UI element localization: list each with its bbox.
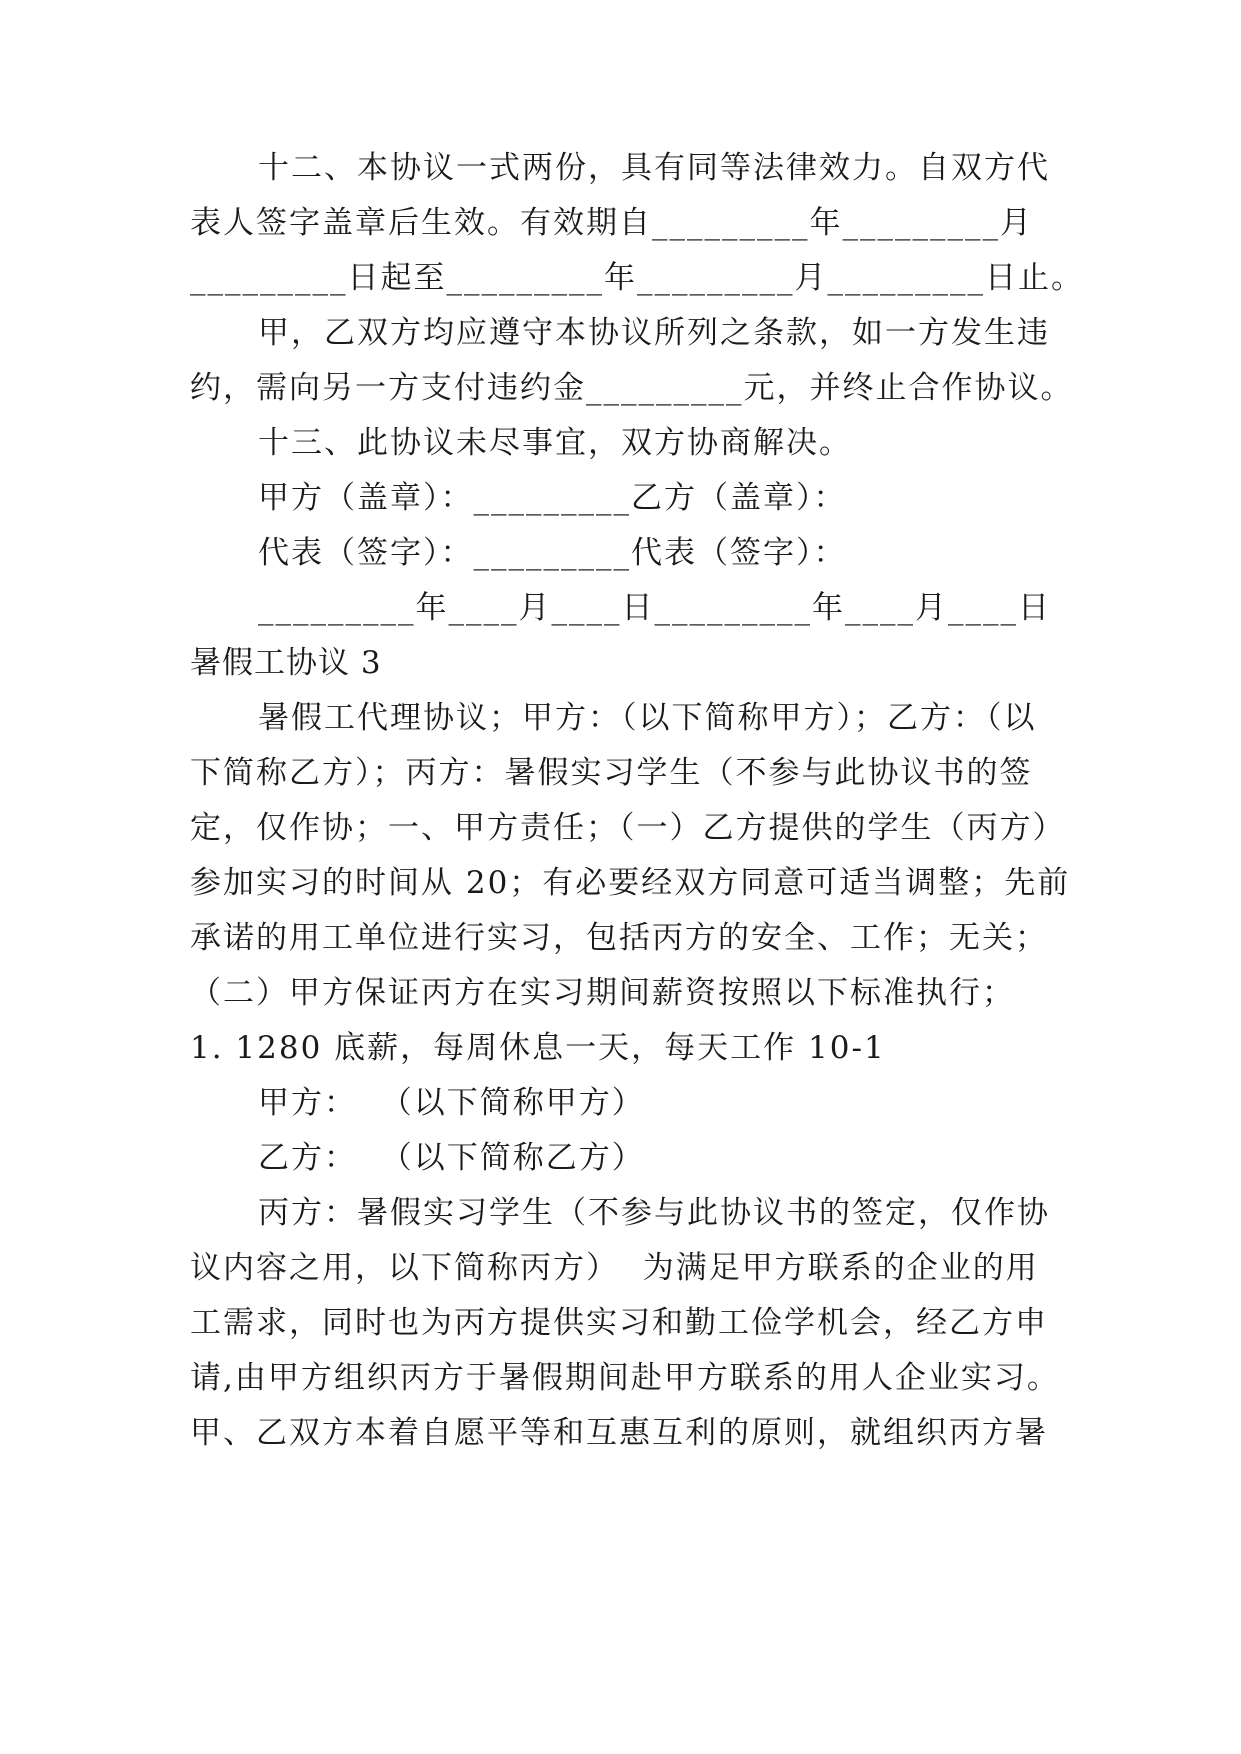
seal-line: 甲方（盖章）：_________乙方（盖章）： bbox=[258, 480, 847, 516]
agency-para-line-5: 承诺的用工单位进行实习，包括丙方的安全、工作；无关； bbox=[190, 920, 1048, 956]
party-c-line-5: 甲、乙双方本着自愿平等和互惠互利的原则，就组织丙方暑 bbox=[190, 1415, 1048, 1451]
clause-13: 十三、此协议未尽事宜，双方协商解决。 bbox=[258, 425, 852, 461]
party-b-line: 乙方： （以下简称乙方） bbox=[258, 1140, 645, 1176]
date-line: _________年____月____日_________年____月____日 bbox=[258, 590, 1051, 626]
agency-para-line-3: 定，仅作协；一、甲方责任；（一）乙方提供的学生（丙方） bbox=[190, 810, 1066, 846]
section-title: 暑假工协议 3 bbox=[190, 645, 382, 681]
party-c-line-2: 议内容之用，以下简称丙方） 为满足甲方联系的企业的用 bbox=[190, 1250, 1039, 1286]
signature-line: 代表（签字）：_________代表（签字）： bbox=[258, 535, 847, 571]
clause-12-line-1: 十二、本协议一式两份，具有同等法律效力。自双方代 bbox=[258, 150, 1050, 186]
party-c-line-4: 请,由甲方组织丙方于暑假期间赴甲方联系的用人企业实习。 bbox=[190, 1360, 1060, 1396]
party-c-line-3: 工需求，同时也为丙方提供实习和勤工俭学机会，经乙方申 bbox=[190, 1305, 1048, 1341]
agency-para-line-2: 下简称乙方）；丙方：暑假实习学生（不参与此协议书的签 bbox=[190, 755, 1033, 791]
clause-12-line-3: _________日起至_________年_________月_________日止。 bbox=[190, 260, 1084, 296]
agency-para-line-7: 1. 1280 底薪，每周休息一天，每天工作 10-1 bbox=[190, 1030, 886, 1066]
clause-12-line-2: 表人签字盖章后生效。有效期自_________年_________月 bbox=[190, 205, 1033, 241]
agency-para-line-1: 暑假工代理协议；甲方：（以下简称甲方）；乙方：（以 bbox=[258, 700, 1037, 736]
breach-line-2: 约，需向另一方支付违约金_________元，并终止合作协议。 bbox=[190, 370, 1074, 406]
agency-para-line-6: （二）甲方保证丙方在实习期间薪资按照以下标准执行； bbox=[190, 975, 1015, 1011]
agency-para-line-4: 参加实习的时间从 20；有必要经双方同意可适当调整；先前 bbox=[190, 865, 1071, 901]
breach-line-1: 甲，乙双方均应遵守本协议所列之条款，如一方发生违 bbox=[258, 315, 1050, 351]
party-a-line: 甲方： （以下简称甲方） bbox=[258, 1085, 645, 1121]
party-c-line-1: 丙方：暑假实习学生（不参与此协议书的签定，仅作协 bbox=[258, 1195, 1050, 1231]
